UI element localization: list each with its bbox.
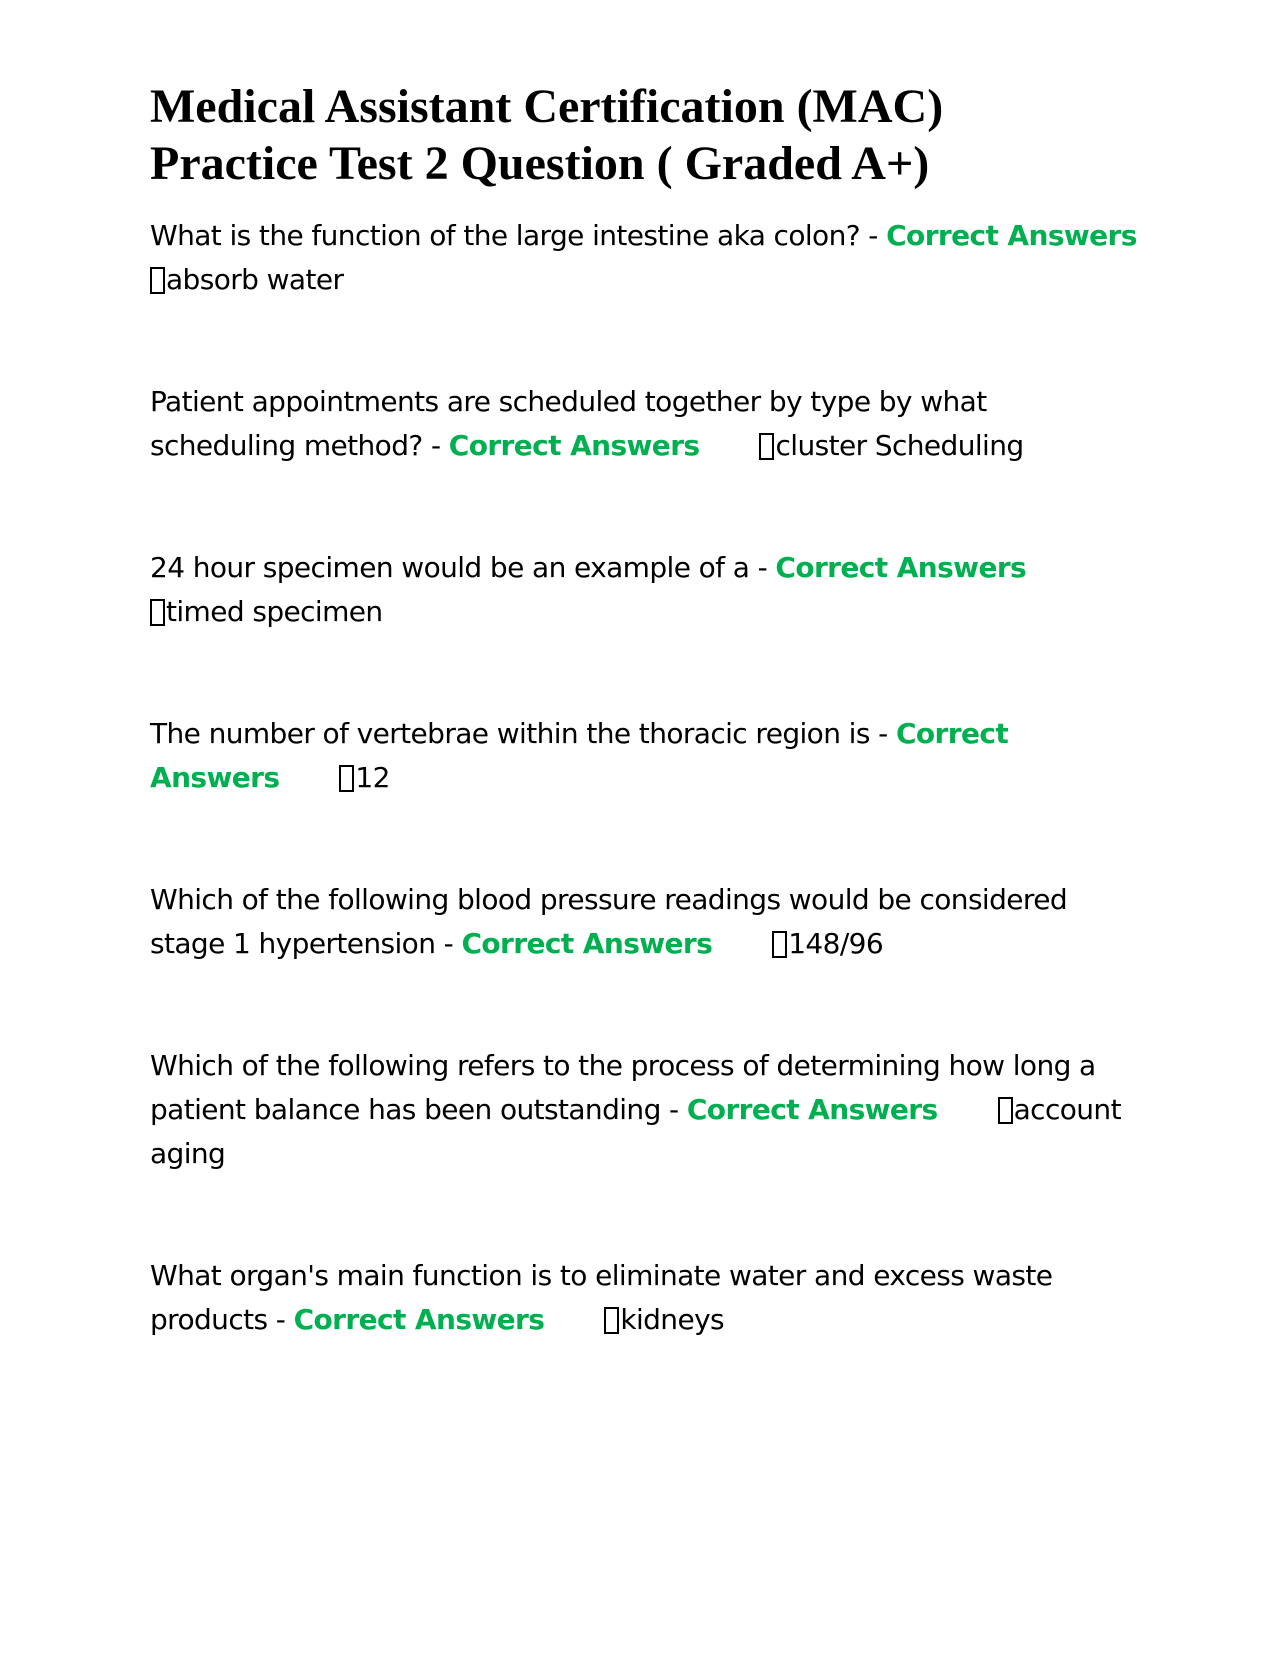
missing-glyph-icon xyxy=(998,1097,1013,1124)
correct-answers-label: Correct Answers xyxy=(775,551,1027,584)
correct-answers-label: Correct Answers xyxy=(448,429,700,462)
question-text: Which of the following refers to the process of determining how long a patient balance has been outstanding - xyxy=(150,1049,1096,1126)
correct-answers-label: Correct Answers xyxy=(150,717,1009,794)
qa-item xyxy=(150,1254,1140,1342)
missing-glyph-icon xyxy=(150,599,165,626)
answer-text: cluster Scheduling xyxy=(775,429,1024,462)
missing-glyph-icon xyxy=(772,931,787,958)
question-text: 24 hour specimen would be an example of a - xyxy=(150,551,776,584)
missing-glyph-icon xyxy=(150,267,165,294)
qa-item xyxy=(150,712,1140,800)
question-text: Patient appointments are scheduled together by type by what scheduling method? - xyxy=(150,385,987,462)
missing-glyph-icon xyxy=(604,1307,619,1334)
document-title xyxy=(150,78,1140,192)
correct-answers-label: Correct Answers xyxy=(886,219,1137,252)
qa-item xyxy=(150,214,1140,302)
qa-item xyxy=(150,546,1140,634)
answer-text: absorb water xyxy=(166,263,344,296)
question-text: What organ's main function is to eliminate water and excess waste products - xyxy=(150,1259,1053,1336)
question-text: What is the function of the large intestine aka colon? - xyxy=(150,219,887,252)
qa-item xyxy=(150,878,1140,966)
answer-text: 148/96 xyxy=(788,927,884,960)
correct-answers-label: Correct Answers xyxy=(461,927,713,960)
qa-item xyxy=(150,380,1140,468)
title-line-2: Practice Test 2 Question ( Graded A+) xyxy=(150,137,930,190)
correct-answers-label: Correct Answers xyxy=(293,1303,545,1336)
question-text: Which of the following blood pressure readings would be considered stage 1 hypertension - xyxy=(150,883,1068,960)
answer-text: account aging xyxy=(150,1093,1121,1170)
question-text: The number of vertebrae within the thoracic region is - xyxy=(150,717,896,750)
answer-text: 12 xyxy=(355,761,390,794)
answer-text: kidneys xyxy=(620,1303,725,1336)
title-line-1: Medical Assistant Certification (MAC) xyxy=(150,80,944,133)
qa-item xyxy=(150,1044,1140,1176)
answer-text: timed specimen xyxy=(166,595,383,628)
document-content xyxy=(150,78,1140,1420)
correct-answers-label: Correct Answers xyxy=(686,1093,938,1126)
missing-glyph-icon xyxy=(759,433,774,460)
missing-glyph-icon xyxy=(339,765,354,792)
